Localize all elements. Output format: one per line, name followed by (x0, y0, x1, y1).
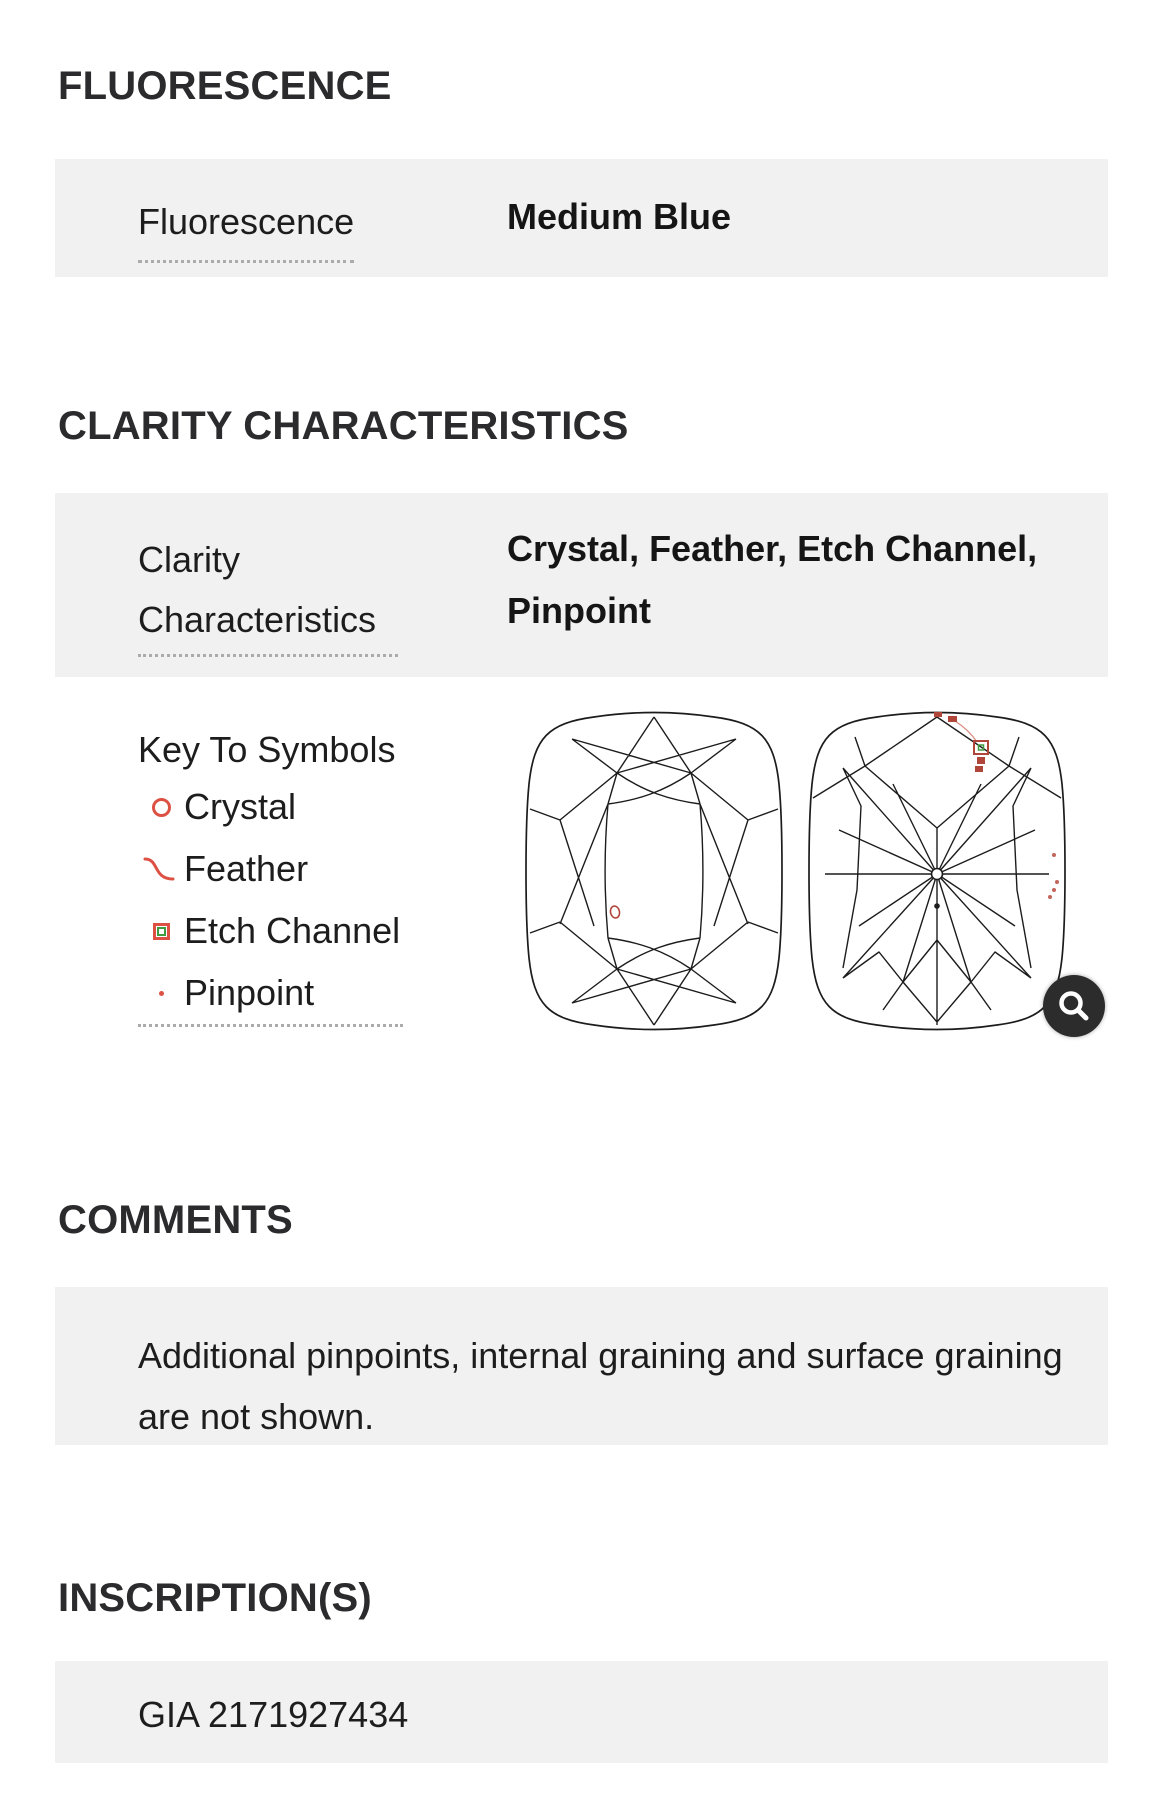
fluorescence-label: Fluorescence (138, 192, 354, 263)
pinpoint-mark (1048, 895, 1052, 899)
fluorescence-panel (55, 159, 1108, 277)
comments-text: Additional pinpoints, internal graining and surface graining are not shown. (138, 1335, 1063, 1437)
magnifier-icon (1056, 988, 1092, 1024)
etch-channel-mark (948, 716, 957, 722)
zoom-diagram-button[interactable] (1043, 975, 1105, 1037)
crown-outline (526, 713, 782, 1030)
key-label-crystal: Crystal (184, 786, 297, 827)
clarity-section-title: CLARITY CHARACTERISTICS (58, 404, 629, 448)
clarity-panel (55, 493, 1108, 677)
etch-channel-mark (975, 766, 983, 772)
clarity-value: Crystal, Feather, Etch Channel, Pinpoint (507, 528, 1038, 631)
facet-node (934, 903, 940, 909)
pavilion-marks (934, 712, 1059, 899)
pinpoint-symbol-icon (138, 991, 184, 996)
key-item-crystal (138, 776, 403, 838)
clarity-label: Clarity Characteristics (138, 530, 398, 657)
pinpoint-mark (1052, 853, 1056, 857)
key-item-pinpoint (138, 962, 403, 1024)
etch-channel-symbol-icon (138, 923, 184, 940)
key-item-etch-channel (138, 900, 403, 962)
inscription-value: GIA 2171927434 (138, 1694, 409, 1735)
inscriptions-panel (55, 1661, 1108, 1763)
key-label-feather: Feather (184, 848, 309, 889)
key-to-symbols (138, 730, 403, 1027)
key-label-pinpoint: Pinpoint (184, 972, 315, 1013)
key-label-etch-channel: Etch Channel (184, 910, 401, 951)
comments-panel (55, 1287, 1108, 1445)
crown-view-diagram (520, 710, 788, 1032)
comments-section-title: COMMENTS (58, 1198, 293, 1242)
crystal-symbol-icon (138, 798, 184, 817)
key-to-symbols-heading: Key To Symbols (138, 729, 396, 770)
etch-channel-mark (934, 712, 942, 717)
key-item-feather (138, 838, 403, 900)
inscriptions-section-title: INSCRIPTION(S) (58, 1576, 372, 1620)
crystal-mark (609, 905, 620, 919)
culet-circle (932, 869, 943, 880)
pinpoint-mark (1055, 880, 1059, 884)
fluorescence-value: Medium Blue (507, 196, 732, 237)
pavilion-view-diagram (803, 710, 1071, 1032)
pinpoint-mark (1052, 888, 1056, 892)
fluorescence-section-title: FLUORESCENCE (58, 64, 392, 108)
feather-symbol-icon (138, 855, 184, 883)
etch-channel-mark (977, 757, 985, 764)
crown-facets (530, 717, 778, 1025)
